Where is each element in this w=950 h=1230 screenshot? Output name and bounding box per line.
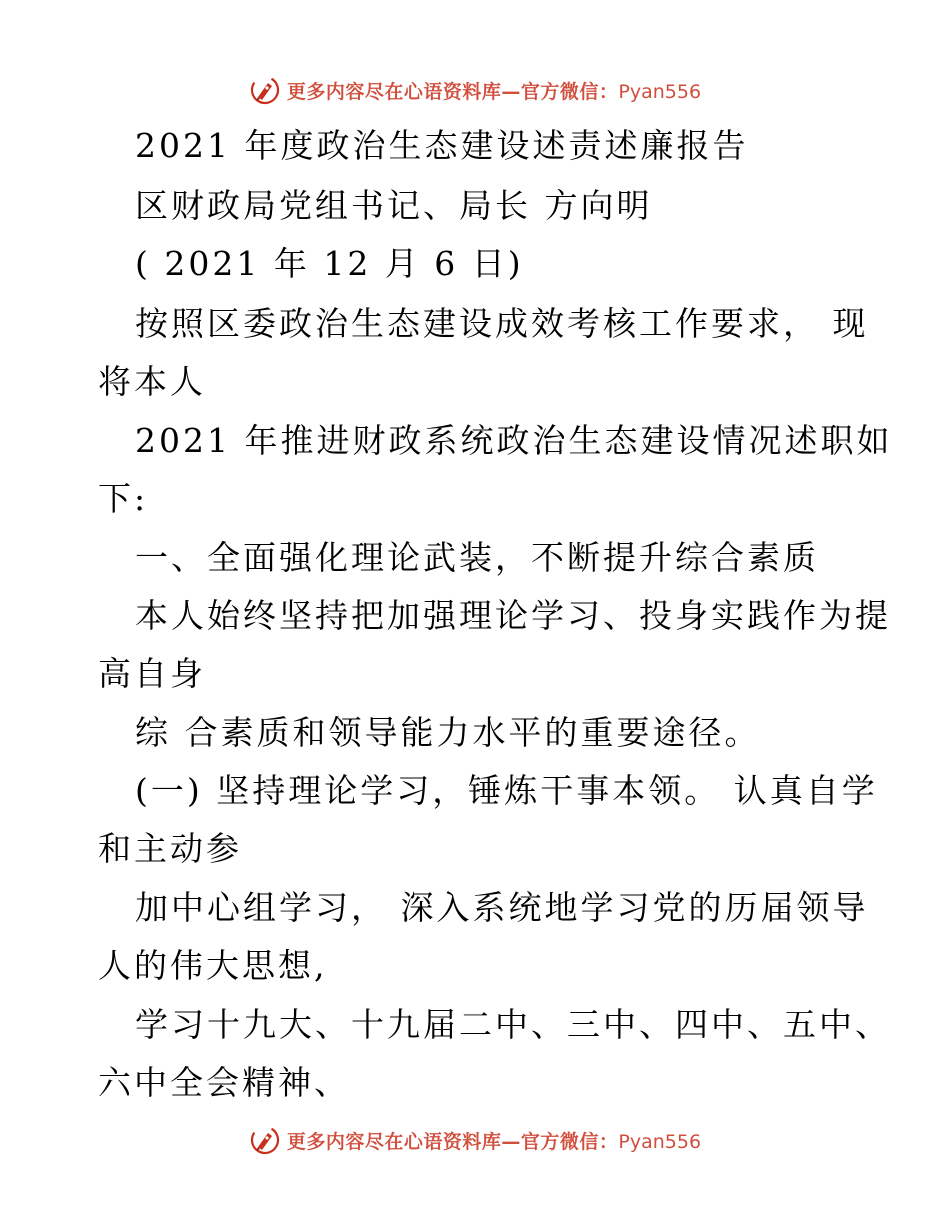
paragraph-line: 六中全会精神、	[98, 1063, 350, 1102]
pen-nib-logo-icon	[249, 1124, 281, 1156]
paragraph-line: 和主动参	[98, 829, 242, 868]
subsection-heading: (一) 坚持理论学习，锤炼干事本领。 认真自学	[135, 771, 878, 810]
paragraph-line: 将本人	[98, 362, 206, 401]
paragraph-line: 按照区委政治生态建设成效考核工作要求， 现	[135, 304, 869, 343]
paragraph-line: 人的伟大思想,	[98, 946, 328, 985]
paragraph-line: 本人始终坚持把加强理论学习、投身实践作为提	[135, 596, 891, 635]
paragraph-line: 加中心组学习， 深入系统地学习党的历届领导	[135, 888, 869, 927]
date-line: ( 2021 年 12 月 6 日)	[135, 244, 524, 283]
paragraph-line: 学习十九大、十九届二中、三中、四中、五中、	[135, 1005, 891, 1044]
watermark-header	[0, 72, 950, 108]
pen-nib-logo-icon	[249, 74, 281, 106]
watermark-text: 更多内容尽在心语资料库—官方微信：Pyan556	[286, 1130, 702, 1153]
watermark-text: 更多内容尽在心语资料库—官方微信：Pyan556	[286, 80, 702, 103]
section-heading: 一、全面强化理论武装，不断提升综合素质	[135, 538, 819, 577]
document-title: 2021 年度政治生态建设述责述廉报告	[135, 126, 749, 165]
watermark-footer	[0, 1122, 950, 1158]
paragraph-line: 2021 年推进财政系统政治生态建设情况述职如	[135, 421, 893, 460]
paragraph-line: 综 合素质和领导能力水平的重要途径。	[135, 713, 761, 752]
paragraph-line: 高自身	[98, 654, 206, 693]
author-line: 区财政局党组书记、局长 方向明	[135, 186, 653, 225]
paragraph-line: 下:	[98, 479, 149, 518]
